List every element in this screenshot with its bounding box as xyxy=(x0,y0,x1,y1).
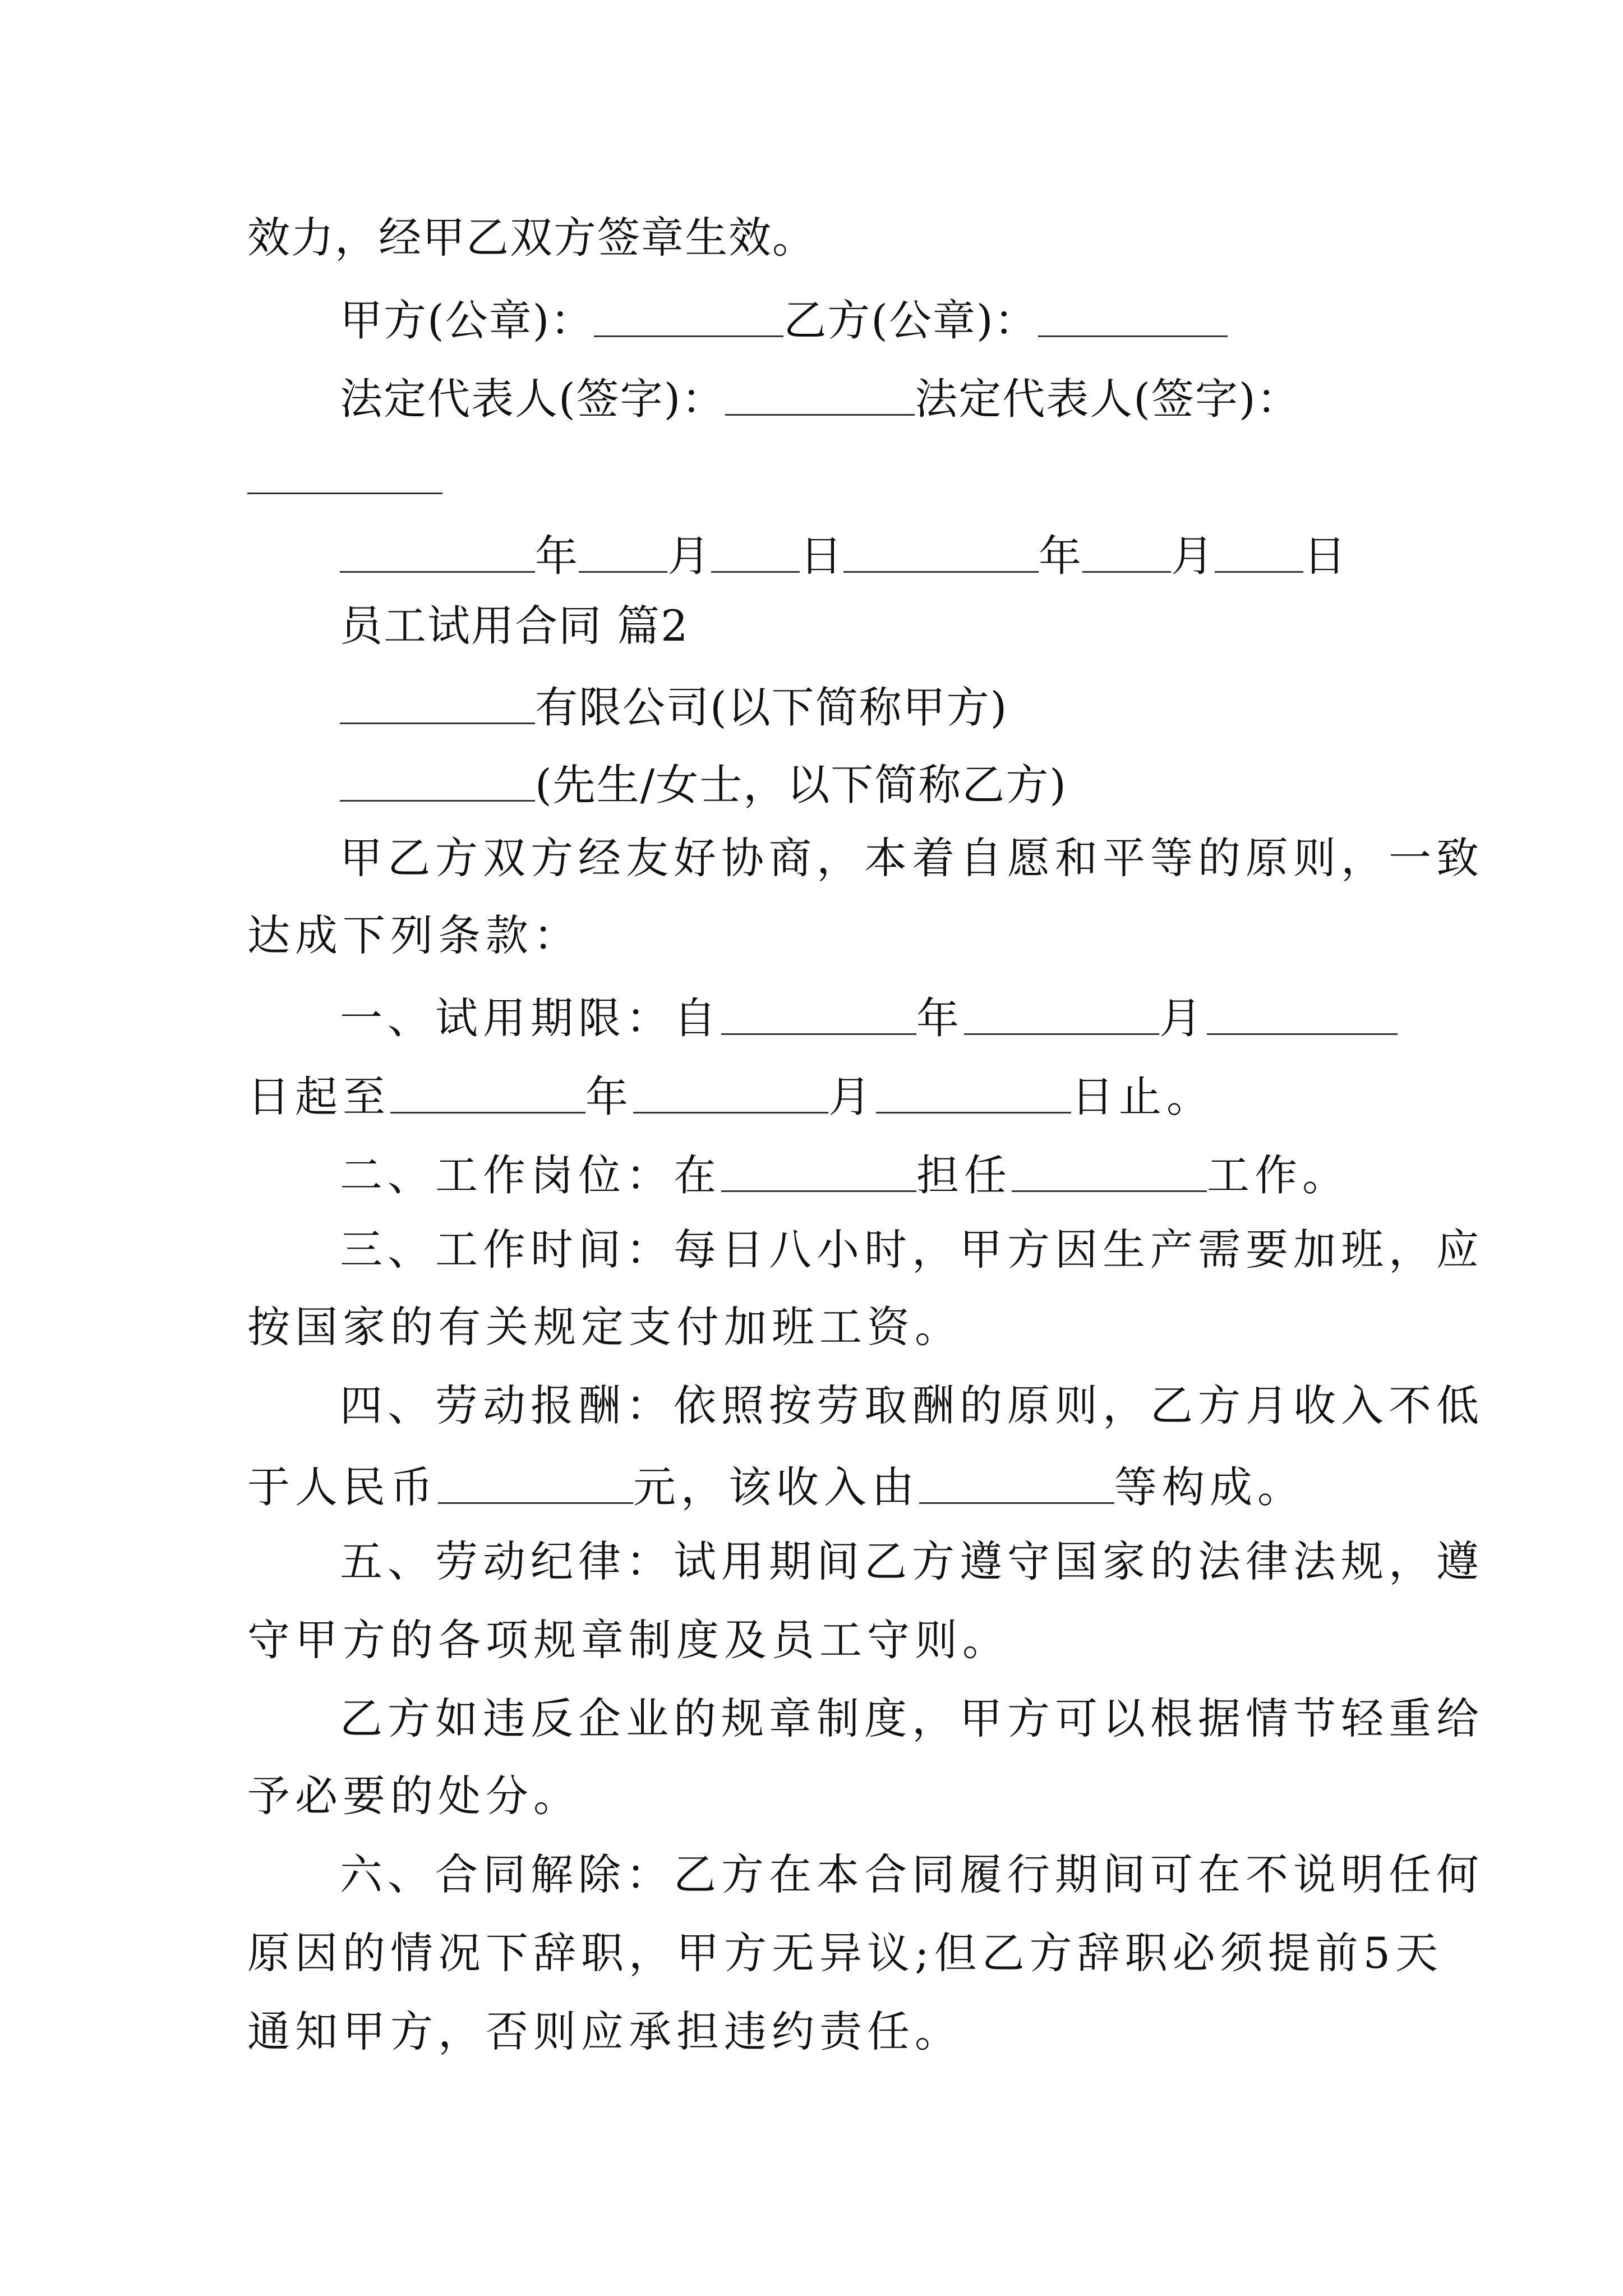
party-a-line xyxy=(340,682,1008,733)
blank-underline xyxy=(594,295,783,337)
blank-underline xyxy=(711,531,800,573)
clause-term-end-line xyxy=(247,1071,1214,1122)
clause-text: 日起至 xyxy=(247,1071,390,1122)
blank-underline xyxy=(1207,993,1398,1035)
text-line xyxy=(340,1694,1484,1743)
title-text: 员工试用合同 篇2 xyxy=(340,601,689,651)
clause-label: 二、工作岗位：在 xyxy=(340,1150,721,1200)
party-b-rep-label: 法定代表人(签字)： xyxy=(915,374,1301,424)
blank-underline xyxy=(1012,1150,1207,1192)
party-a-rep-label: 法定代表人(签字)： xyxy=(340,374,726,424)
clause-position-line xyxy=(340,1150,1350,1200)
text-line xyxy=(340,1536,1484,1586)
clause-term-line xyxy=(340,993,1398,1043)
line-text: 四、劳动报酬：依照按劳取酬的原则，乙方月收入不低 xyxy=(340,1381,1484,1430)
year-label: 年 xyxy=(535,531,579,581)
day-label: 日 xyxy=(1303,531,1347,581)
blank-underline xyxy=(876,1071,1071,1114)
month-label: 月 xyxy=(667,531,711,581)
signature-line-seal xyxy=(340,295,1228,346)
text-line xyxy=(340,833,1484,883)
party-b-text: (先生/女士，以下简称乙方) xyxy=(535,760,1067,810)
text-line xyxy=(247,2007,962,2056)
text-line xyxy=(340,1849,1484,1899)
blank-underline xyxy=(247,452,442,494)
year-label: 年 xyxy=(1039,531,1082,581)
blank-underline xyxy=(1038,295,1228,337)
blank-underline xyxy=(721,1150,916,1192)
section-title xyxy=(340,601,689,651)
line-text: 乙方如违反企业的规章制度，甲方可以根据情节轻重给 xyxy=(340,1694,1484,1743)
day-end-label: 日止。 xyxy=(1071,1071,1214,1122)
line-text: 三、工作时间：每日八小时，甲方因生产需要加班，应 xyxy=(340,1225,1484,1274)
party-b-seal-label: 乙方(公章)： xyxy=(783,295,1038,346)
text-line xyxy=(247,1771,581,1821)
month-label: 月 xyxy=(1171,531,1215,581)
blank-underline xyxy=(340,682,535,724)
blank-underline xyxy=(579,531,667,573)
blank-underline xyxy=(438,1462,633,1504)
day-label: 日 xyxy=(800,531,843,581)
text-line xyxy=(247,910,581,960)
line-text: 六、合同解除：乙方在本合同履行期间可在不说明任何 xyxy=(340,1849,1484,1899)
blank-underline xyxy=(721,993,916,1035)
blank-underline xyxy=(633,1071,828,1114)
text-line xyxy=(340,1225,1484,1274)
clause-label: 一、试用期限：自 xyxy=(340,993,721,1043)
blank-underline xyxy=(390,1071,585,1114)
clause-text: 工作。 xyxy=(1207,1150,1350,1200)
year-label: 年 xyxy=(916,993,964,1043)
date-line xyxy=(340,531,1347,581)
blank-underline xyxy=(843,531,1039,573)
blank-line xyxy=(247,452,442,499)
text-line xyxy=(247,213,816,263)
text-line xyxy=(340,1381,1484,1430)
blank-underline xyxy=(919,1462,1114,1504)
month-label: 月 xyxy=(1159,993,1207,1043)
blank-underline xyxy=(725,374,915,416)
blank-underline xyxy=(340,531,535,573)
blank-underline xyxy=(1215,531,1303,573)
line-text: 按国家的有关规定支付加班工资。 xyxy=(247,1302,962,1352)
year-label: 年 xyxy=(585,1071,633,1122)
clause-text: 元，该收入由 xyxy=(633,1462,919,1512)
clause-text: 于人民币 xyxy=(247,1462,438,1512)
party-a-seal-label: 甲方(公章)： xyxy=(340,295,594,346)
text-line xyxy=(247,1302,962,1352)
signature-line-representative xyxy=(340,374,1301,424)
line-text: 通知甲方，否则应承担违约责任。 xyxy=(247,2007,962,2056)
blank-underline xyxy=(340,760,535,802)
line-text: 原因的情况下辞职，甲方无异议;但乙方辞职必须提前5天 xyxy=(247,1928,1443,1978)
party-a-text: 有限公司(以下简称甲方) xyxy=(535,682,1008,733)
line-text: 守甲方的各项规章制度及员工守则。 xyxy=(247,1615,1010,1665)
party-b-line xyxy=(340,760,1067,810)
month-label: 月 xyxy=(828,1071,876,1122)
blank-underline xyxy=(964,993,1159,1035)
text-line xyxy=(247,1615,1010,1665)
line-text: 予必要的处分。 xyxy=(247,1771,581,1821)
blank-underline xyxy=(1082,531,1171,573)
line-text: 效力，经甲乙双方签章生效。 xyxy=(247,213,816,263)
clause-salary-line xyxy=(247,1462,1305,1512)
text-line xyxy=(247,1928,1443,1978)
clause-text: 等构成。 xyxy=(1114,1462,1305,1512)
line-text: 五、劳动纪律：试用期间乙方遵守国家的法律法规，遵 xyxy=(340,1536,1484,1586)
line-text: 达成下列条款： xyxy=(247,910,581,960)
clause-text: 担任 xyxy=(916,1150,1012,1200)
line-text: 甲乙方双方经友好协商，本着自愿和平等的原则，一致 xyxy=(340,833,1484,883)
